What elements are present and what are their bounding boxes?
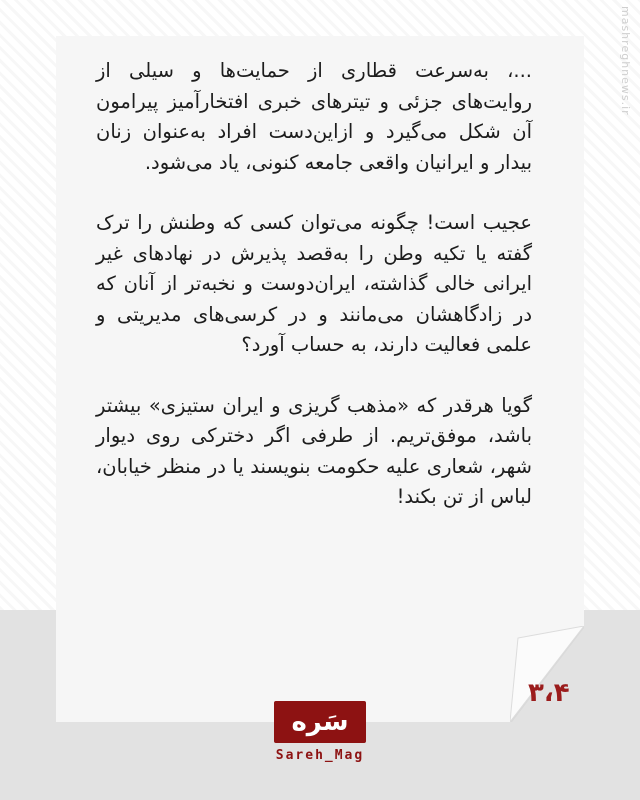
watermark-logo: mashreghnews.ir (619, 6, 632, 116)
paragraph-1: ...، به‌سرعت قطاری از حمایت‌ها و سیلی از روایت‌های جزئی و تیترهای خبری افتخارآمیز پیرامون آن شکل می‌گیرد و ازاین‌دست افراد به‌عنوان زنان بیدار و ایرانیان واقعی جامعه کنونی، یاد می‌شود. (96, 59, 532, 174)
article-body (96, 56, 532, 543)
paragraph-2: عجیب است! چگونه می‌توان کسی که وطنش را ترک گفته یا تکیه وطن را به‌قصد پذیرش در نهادهای غیر ایرانی خالی گذاشته، ایران‌دوست و نخبه‌تر از آنان که در زادگاهشان می‌مانند و در کرسی‌های مدیریتی و علمی فعالیت دارند، به حساب آورد؟ (96, 211, 532, 356)
brand-name: Sareh_Mag (275, 748, 365, 763)
brand-mark: سَره (291, 707, 349, 737)
brand-logo (274, 701, 366, 743)
paragraph-3: گویا هرقدر که «مذهب گریزی و ایران ستیزی» بیشتر باشد، موفق‌تریم. از طرفی اگر دخترکی روی دیوار شهر، شعاری علیه حکومت بنویسند یا در منظر خیابان، لباس از تن بکند! (96, 393, 532, 508)
page-number: ۳،۴ (528, 678, 570, 708)
